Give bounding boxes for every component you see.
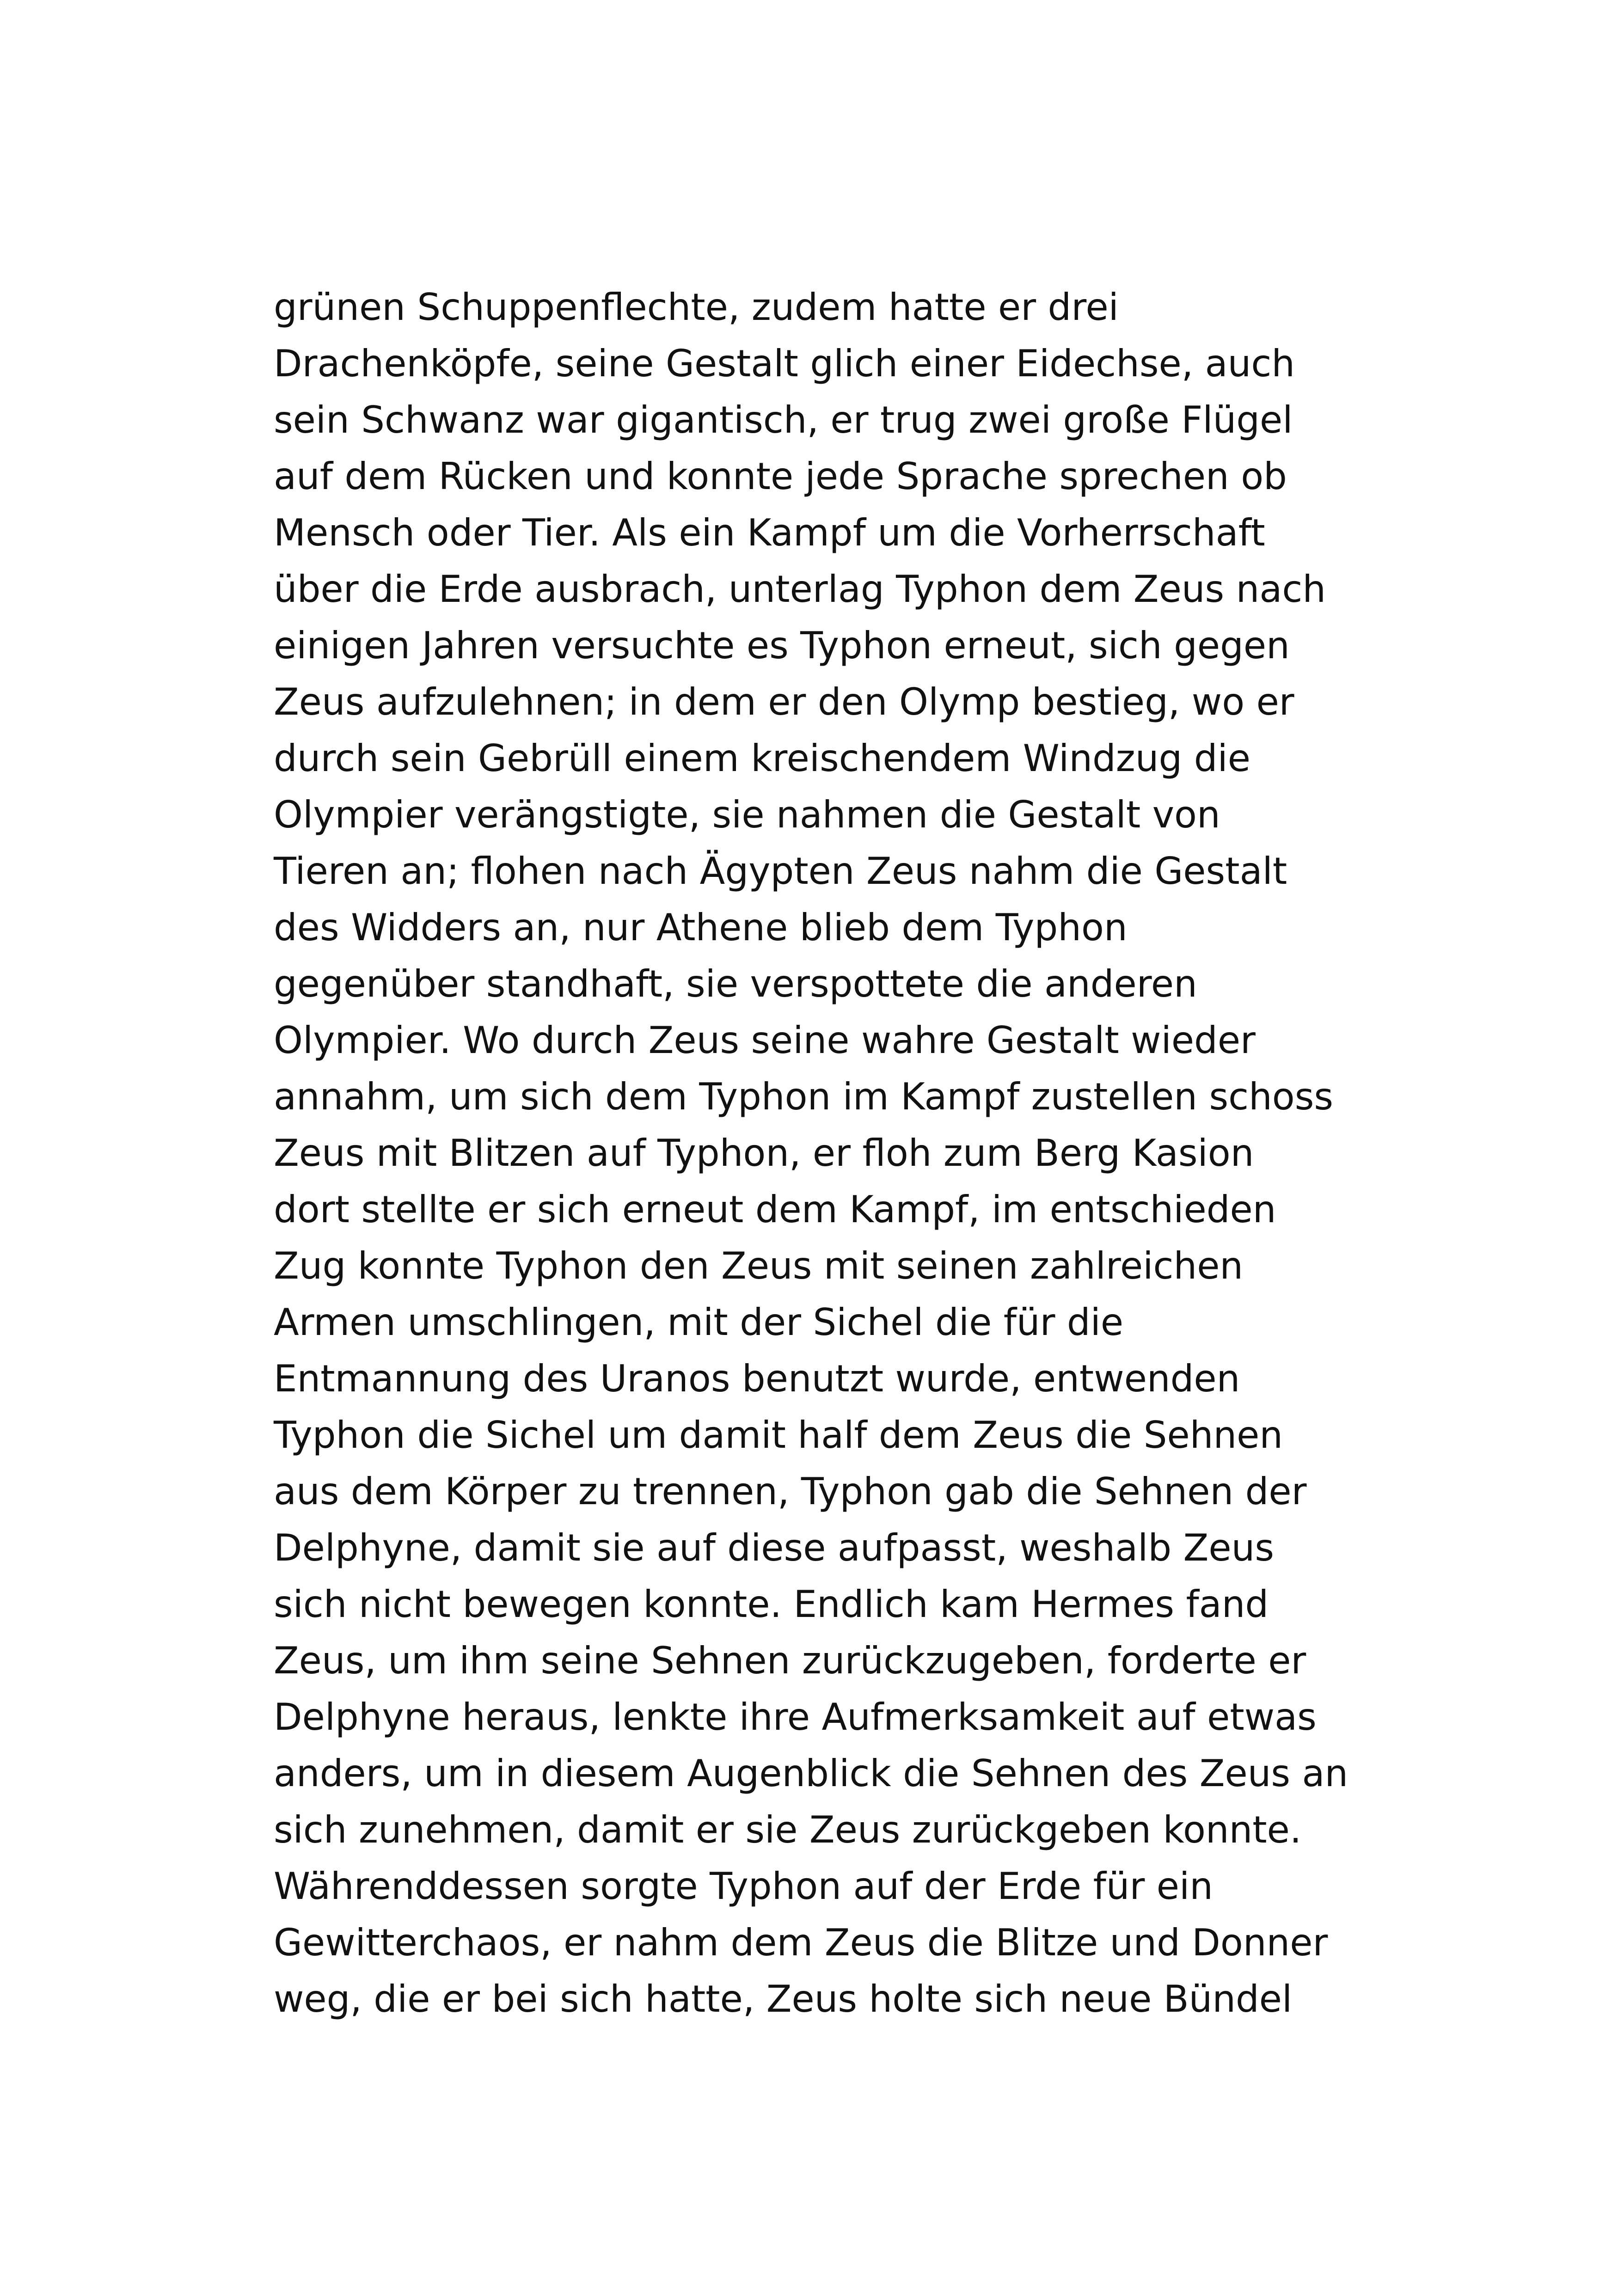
text-line: Entmannung des Uranos benutzt wurde, entwenden [274,1357,1240,1400]
text-line: Zeus, um ihm seine Sehnen zurückzugeben, forderte er [274,1639,1306,1682]
text-line: Tieren an; flohen nach Ägypten Zeus nahm die Gestalt [274,850,1287,893]
text-line: Drachenköpfe, seine Gestalt glich einer Eidechse, auch [274,342,1295,385]
text-line: Zug konnte Typhon den Zeus mit seinen zahlreichen [274,1244,1244,1287]
text-line: über die Erde ausbrach, unterlag Typhon dem Zeus nach [274,568,1326,611]
text-line: Währenddessen sorgte Typhon auf der Erde für ein [274,1865,1213,1908]
text-line: Olympier verängstigte, sie nahmen die Gestalt von [274,793,1220,836]
text-line: Delphyne heraus, lenkte ihre Aufmerksamkeit auf etwas [274,1696,1317,1739]
text-line: anders, um in diesem Augenblick die Sehnen des Zeus an [274,1752,1348,1795]
text-line: sich zunehmen, damit er sie Zeus zurückgeben konnte. [274,1808,1302,1851]
text-line: aus dem Körper zu trennen, Typhon gab die Sehnen der [274,1470,1307,1513]
text-line: sein Schwanz war gigantisch, er trug zwei große Flügel [274,398,1293,441]
text-line: Armen umschlingen, mit der Sichel die für die [274,1301,1124,1344]
text-line: annahm, um sich dem Typhon im Kampf zustellen schoss [274,1075,1334,1118]
text-line: weg, die er bei sich hatte, Zeus holte sich neue Bündel [274,1978,1293,2020]
text-line: Zeus aufzulehnen; in dem er den Olymp bestieg, wo er [274,680,1294,723]
body-text [274,279,1383,2027]
text-line: Mensch oder Tier. Als ein Kampf um die Vorherrschaft [274,511,1265,554]
text-line: Delphyne, damit sie auf diese aufpasst, weshalb Zeus [274,1526,1275,1569]
text-line: gegenüber standhaft, sie verspottete die anderen [274,962,1197,1005]
text-line: Olympier. Wo durch Zeus seine wahre Gestalt wieder [274,1019,1256,1062]
text-line: durch sein Gebrüll einem kreischendem Windzug die [274,737,1250,780]
text-line: grünen Schuppenflechte, zudem hatte er drei [274,286,1119,329]
text-line: Gewitterchaos, er nahm dem Zeus die Blitze und Donner [274,1921,1328,1964]
text-line: dort stellte er sich erneut dem Kampf, im entschieden [274,1188,1276,1231]
text-line: Typhon die Sichel um damit half dem Zeus die Sehnen [274,1414,1283,1457]
text-line: auf dem Rücken und konnte jede Sprache sprechen ob [274,455,1287,498]
text-line: einigen Jahren versuchte es Typhon erneut, sich gegen [274,624,1290,667]
text-line: sich nicht bewegen konnte. Endlich kam Hermes fand [274,1583,1269,1626]
text-line: Zeus mit Blitzen auf Typhon, er floh zum Berg Kasion [274,1132,1254,1175]
text-line: des Widders an, nur Athene blieb dem Typhon [274,906,1128,949]
